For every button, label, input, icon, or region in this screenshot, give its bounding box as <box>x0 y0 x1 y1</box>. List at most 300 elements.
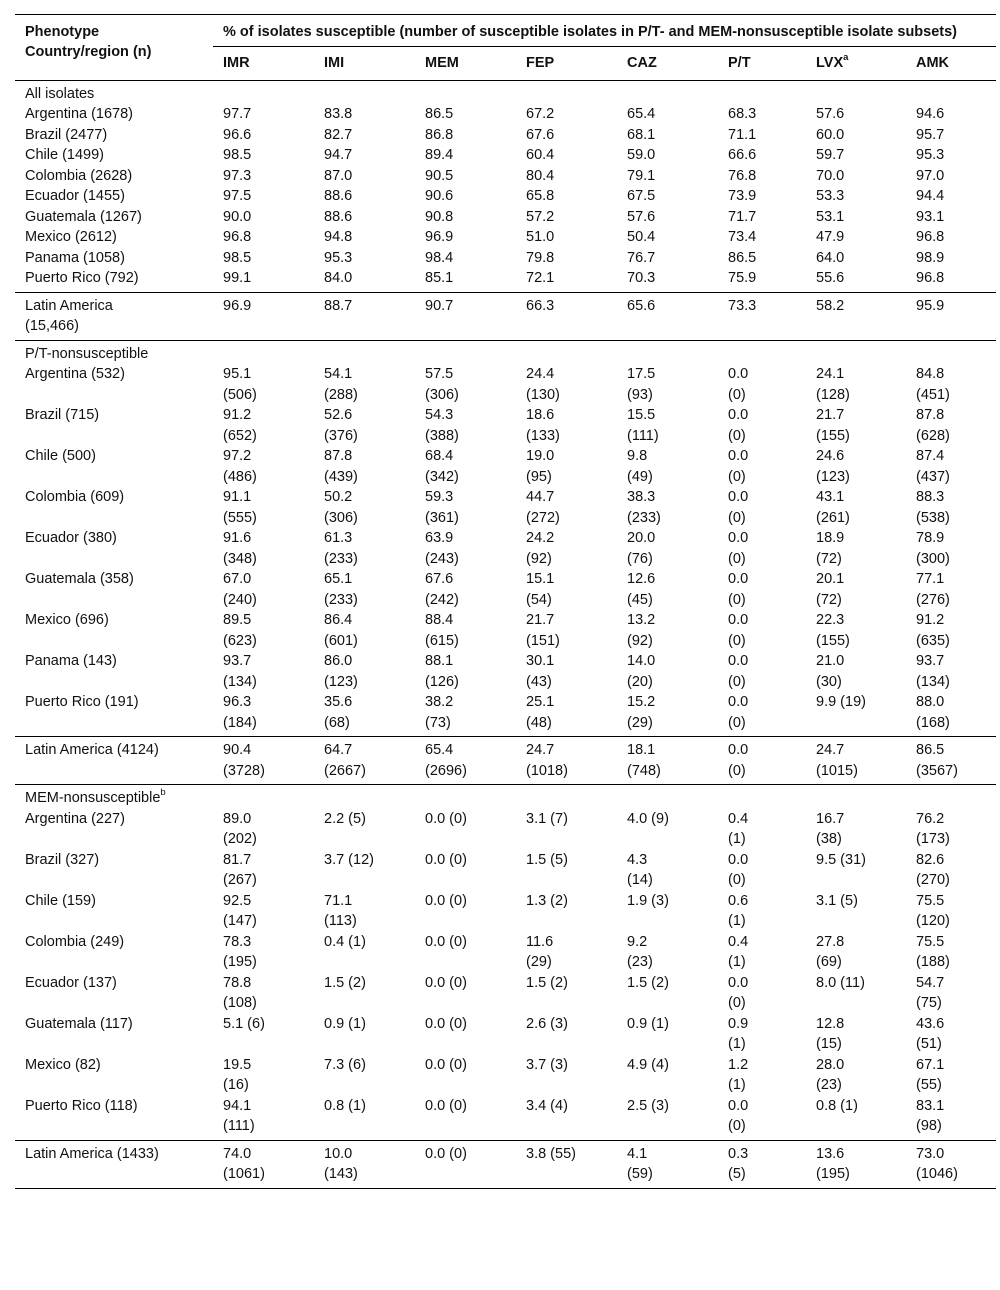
value-cell: 72.1 <box>526 270 555 286</box>
value-cell: 0.0 (0) <box>425 1056 467 1073</box>
table-row <box>15 692 996 737</box>
value-cell: 98.5 <box>223 147 252 163</box>
table-row <box>15 973 996 1014</box>
country-label: Chile (500) <box>25 448 96 464</box>
value-cell: 15.2 (29) <box>627 694 656 731</box>
value-cell: 91.6 (348) <box>223 530 257 567</box>
table-row <box>15 891 996 932</box>
value-cell: 78.9 (300) <box>916 530 950 567</box>
table-row <box>15 227 996 248</box>
value-cell: 93.7 (134) <box>223 653 257 690</box>
value-cell: 75.5 (188) <box>916 933 950 970</box>
value-cell: 96.6 <box>223 126 252 143</box>
country-label: Chile (1499) <box>25 147 104 163</box>
value-cell: 38.3 (233) <box>627 489 661 526</box>
value-cell: 28.0 (23) <box>816 1056 845 1093</box>
table-row <box>15 207 996 228</box>
value-cell: 18.1 (748) <box>627 742 661 779</box>
value-cell: 76.8 <box>728 167 757 184</box>
value-cell: 15.1 (54) <box>526 571 555 608</box>
value-cell: 0.0 (0) <box>728 489 749 526</box>
value-cell: 73.4 <box>728 229 757 245</box>
value-cell: 50.4 <box>627 229 656 245</box>
value-cell: 76.7 <box>627 249 656 266</box>
table-row <box>15 364 996 405</box>
value-cell: 90.7 <box>425 297 454 314</box>
value-cell: 67.6 <box>526 126 555 143</box>
value-cell: 68.1 <box>627 126 656 143</box>
value-cell: 70.0 <box>816 167 845 184</box>
value-cell: 87.8 (628) <box>916 407 950 444</box>
value-cell: 88.4 (615) <box>425 612 459 649</box>
value-cell: 84.0 <box>324 270 353 286</box>
value-cell: 67.0 (240) <box>223 571 257 608</box>
table-row <box>15 186 996 207</box>
value-cell: 85.1 <box>425 270 454 286</box>
value-cell: 86.5 <box>425 106 454 122</box>
value-cell: 76.2 (173) <box>916 810 950 847</box>
value-cell: 86.0 (123) <box>324 653 358 690</box>
value-cell: 52.6 (376) <box>324 407 358 444</box>
value-cell: 0.6 (1) <box>728 892 749 929</box>
table-row <box>15 405 996 446</box>
value-cell: 0.0 (0) <box>728 1097 749 1134</box>
value-cell: 3.7 (3) <box>526 1056 568 1073</box>
value-cell: 0.0 (0) <box>728 448 749 485</box>
value-cell: 94.4 <box>916 188 945 204</box>
table-row <box>15 809 996 850</box>
value-cell: 53.1 <box>816 208 845 225</box>
country-label: Puerto Rico (191) <box>25 694 139 710</box>
value-cell: 51.0 <box>526 229 555 245</box>
value-cell: 50.2 (306) <box>324 489 358 526</box>
value-cell: 54.1 (288) <box>324 366 358 403</box>
value-cell: 0.3 (5) <box>728 1145 749 1182</box>
value-cell: 0.0 (0) <box>425 933 467 950</box>
value-cell: 83.1 (98) <box>916 1097 945 1134</box>
value-cell: 55.6 <box>816 270 845 286</box>
country-label: Brazil (715) <box>25 407 100 423</box>
value-cell: 96.8 <box>916 229 945 245</box>
country-label: Guatemala (1267) <box>25 208 142 225</box>
table-row <box>15 145 996 166</box>
column-header-imr: IMR <box>223 55 250 71</box>
table-row <box>15 569 996 610</box>
row-label-line2: Country/region (n) <box>25 44 152 60</box>
value-cell: 73.3 <box>728 297 757 314</box>
value-cell: 0.0 (0) <box>728 742 749 779</box>
table-row <box>15 248 996 269</box>
value-cell: 98.4 <box>425 249 454 266</box>
value-cell: 13.6 (195) <box>816 1145 850 1182</box>
span-header: % of isolates susceptible (number of susceptible isolates in P/T- and MEM-nonsusceptible isolate subsets) <box>213 15 996 47</box>
section-title: P/T-nonsusceptible <box>25 345 149 362</box>
value-cell: 99.1 <box>223 270 252 286</box>
table-row <box>15 1014 996 1055</box>
value-cell: 0.0 (0) <box>728 407 749 444</box>
country-label: Argentina (1678) <box>25 106 134 122</box>
value-cell: 59.0 <box>627 147 656 163</box>
value-cell: 10.0 (143) <box>324 1145 358 1182</box>
value-cell: 3.4 (4) <box>526 1097 568 1114</box>
value-cell: 97.5 <box>223 188 252 204</box>
value-cell: 86.4 (601) <box>324 612 358 649</box>
value-cell: 44.7 (272) <box>526 489 560 526</box>
value-cell: 63.9 (243) <box>425 530 459 567</box>
value-cell: 86.5 <box>728 249 757 266</box>
row-label-header <box>15 15 213 81</box>
value-cell: 67.5 <box>627 188 656 204</box>
value-cell: 90.8 <box>425 208 454 225</box>
row-label-line1: Phenotype <box>25 24 100 40</box>
value-cell: 0.0 (0) <box>728 571 749 608</box>
value-cell: 17.5 (93) <box>627 366 656 403</box>
value-cell: 3.1 (5) <box>816 892 858 909</box>
value-cell: 91.1 (555) <box>223 489 257 526</box>
value-cell: 4.0 (9) <box>627 810 669 827</box>
value-cell: 30.1 (43) <box>526 653 555 690</box>
value-cell: 93.7 (134) <box>916 653 950 690</box>
value-cell: 97.2 (486) <box>223 448 257 485</box>
country-label: Guatemala (117) <box>25 1015 133 1032</box>
value-cell: 9.5 (31) <box>816 851 866 868</box>
country-label: Panama (1058) <box>25 249 125 266</box>
value-cell: 24.7 (1018) <box>526 742 568 779</box>
country-label: Chile (159) <box>25 892 96 909</box>
value-cell: 73.0 (1046) <box>916 1145 958 1182</box>
value-cell: 65.1 (233) <box>324 571 358 608</box>
value-cell: 61.3 (233) <box>324 530 358 567</box>
value-cell: 13.2 (92) <box>627 612 656 649</box>
table-row <box>15 446 996 487</box>
value-cell: 24.6 (123) <box>816 448 850 485</box>
value-cell: 66.3 <box>526 297 555 314</box>
value-cell: 95.3 <box>324 249 353 266</box>
value-cell: 87.4 (437) <box>916 448 950 485</box>
value-cell: 0.0 (0) <box>728 974 749 1011</box>
value-cell: 0.0 (0) <box>728 653 749 690</box>
country-label: Ecuador (380) <box>25 530 117 546</box>
value-cell: 89.4 <box>425 147 454 163</box>
value-cell: 1.5 (2) <box>324 974 366 991</box>
value-cell: 71.1 <box>728 126 757 143</box>
value-cell: 88.6 <box>324 188 353 204</box>
value-cell: 2.6 (3) <box>526 1015 568 1032</box>
value-cell: 93.1 <box>916 208 945 225</box>
value-cell: 71.1 (113) <box>324 892 357 929</box>
table-row <box>15 487 996 528</box>
value-cell: 0.0 (0) <box>728 694 749 731</box>
value-cell: 4.1 (59) <box>627 1145 653 1182</box>
country-label: Brazil (2477) <box>25 126 108 143</box>
value-cell: 65.6 <box>627 297 656 314</box>
value-cell: 0.4 (1) <box>728 933 749 970</box>
value-cell: 71.7 <box>728 208 757 225</box>
value-cell: 90.4 (3728) <box>223 742 265 779</box>
country-label: Argentina (532) <box>25 366 125 382</box>
value-cell: 68.4 (342) <box>425 448 459 485</box>
column-header-caz: CAZ <box>627 55 657 71</box>
value-cell: 78.8 (108) <box>223 974 257 1011</box>
value-cell: 24.1 (128) <box>816 366 850 403</box>
value-cell: 0.0 (0) <box>425 851 467 868</box>
value-cell: 7.3 (6) <box>324 1056 366 1073</box>
value-cell: 9.9 (19) <box>816 694 866 710</box>
value-cell: 74.0 (1061) <box>223 1145 265 1182</box>
value-cell: 19.0 (95) <box>526 448 555 485</box>
value-cell: 25.1 (48) <box>526 694 555 731</box>
country-label: Mexico (82) <box>25 1056 101 1073</box>
value-cell: 91.2 (635) <box>916 612 950 649</box>
country-label: Brazil (327) <box>25 851 100 868</box>
value-cell: 1.3 (2) <box>526 892 568 909</box>
value-cell: 79.1 <box>627 167 656 184</box>
value-cell: 84.8 (451) <box>916 366 950 403</box>
value-cell: 97.3 <box>223 167 252 184</box>
value-cell: 94.8 <box>324 229 353 245</box>
value-cell: 95.3 <box>916 147 945 163</box>
total-label: Latin America (4124) <box>25 742 159 758</box>
value-cell: 14.0 (20) <box>627 653 656 690</box>
value-cell: 89.5 (623) <box>223 612 257 649</box>
value-cell: 4.3 (14) <box>627 851 653 888</box>
value-cell: 88.7 <box>324 297 353 314</box>
table-row <box>15 1055 996 1096</box>
column-header-amk: AMK <box>916 55 950 71</box>
value-cell: 75.5 (120) <box>916 892 950 929</box>
value-cell: 0.0 (0) <box>425 1015 467 1032</box>
value-cell: 57.6 <box>627 208 656 225</box>
value-cell: 18.9 (72) <box>816 530 845 567</box>
value-cell: 20.0 (76) <box>627 530 656 567</box>
value-cell: 95.1 (506) <box>223 366 257 403</box>
value-cell: 11.6 (29) <box>526 933 554 970</box>
value-cell: 68.3 <box>728 106 757 122</box>
value-cell: 57.5 (306) <box>425 366 459 403</box>
value-cell: 96.8 <box>916 270 945 286</box>
value-cell: 43.1 (261) <box>816 489 850 526</box>
table-row <box>15 850 996 891</box>
value-cell: 95.7 <box>916 126 945 143</box>
value-cell: 2.2 (5) <box>324 810 366 827</box>
value-cell: 0.9 (1) <box>627 1015 669 1032</box>
value-cell: 0.0 (0) <box>728 366 749 403</box>
value-cell: 1.9 (3) <box>627 892 669 909</box>
value-cell: 92.5 (147) <box>223 892 257 929</box>
country-label: Puerto Rico (792) <box>25 270 139 286</box>
table-row <box>15 166 996 187</box>
value-cell: 0.0 (0) <box>728 851 749 888</box>
value-cell: 0.0 (0) <box>425 810 467 827</box>
table-row <box>15 932 996 973</box>
value-cell: 0.8 (1) <box>324 1097 366 1114</box>
section-title: MEM-nonsusceptible$^b$ <box>25 787 166 806</box>
value-cell: 54.7 (75) <box>916 974 945 1011</box>
column-header-mem: MEM <box>425 55 459 71</box>
column-header-fep: FEP <box>526 55 555 71</box>
value-cell: 0.0 (0) <box>728 612 749 649</box>
value-cell: 90.5 <box>425 167 454 184</box>
value-cell: 12.8 (15) <box>816 1015 845 1052</box>
country-label: Mexico (696) <box>25 612 109 628</box>
value-cell: 90.0 <box>223 208 252 225</box>
value-cell: 94.6 <box>916 106 945 122</box>
value-cell: 24.4 (130) <box>526 366 560 403</box>
value-cell: 65.4 <box>627 106 656 122</box>
value-cell: 82.6 (270) <box>916 851 950 888</box>
value-cell: 0.0 (0) <box>728 530 749 567</box>
value-cell: 89.0 (202) <box>223 810 257 847</box>
value-cell: 86.8 <box>425 126 454 143</box>
table-body <box>15 80 996 1188</box>
section-title: All isolates <box>25 85 95 102</box>
value-cell: 96.8 <box>223 229 252 245</box>
country-label: Argentina (227) <box>25 810 125 827</box>
section-header-row <box>15 340 996 364</box>
value-cell: 86.5 (3567) <box>916 742 958 779</box>
value-cell: 59.3 (361) <box>425 489 459 526</box>
value-cell: 96.3 (184) <box>223 694 257 731</box>
value-cell: 21.0 (30) <box>816 653 845 690</box>
country-label: Ecuador (137) <box>25 974 117 991</box>
value-cell: 18.6 (133) <box>526 407 560 444</box>
value-cell: 95.9 <box>916 297 945 314</box>
value-cell: 1.5 (5) <box>526 851 568 868</box>
country-label: Panama (143) <box>25 653 117 669</box>
value-cell: 9.8 (49) <box>627 448 653 485</box>
value-cell: 81.7 (267) <box>223 851 257 888</box>
value-cell: 27.8 (69) <box>816 933 845 970</box>
value-cell: 57.2 <box>526 208 555 225</box>
value-cell: 78.3 (195) <box>223 933 257 970</box>
value-cell: 4.9 (4) <box>627 1056 669 1073</box>
value-cell: 64.7 (2667) <box>324 742 366 779</box>
value-cell: 66.6 <box>728 147 757 163</box>
total-label: Latin America (1433) <box>25 1145 159 1162</box>
value-cell: 15.5 (111) <box>627 407 659 444</box>
value-cell: 96.9 <box>425 229 454 245</box>
value-cell: 91.2 (652) <box>223 407 257 444</box>
table-row <box>15 268 996 292</box>
country-label: Puerto Rico (118) <box>25 1097 138 1114</box>
value-cell: 70.3 <box>627 270 656 286</box>
country-label: Colombia (2628) <box>25 167 133 184</box>
value-cell: 0.0 (0) <box>425 1097 467 1114</box>
value-cell: 8.0 (11) <box>816 974 865 991</box>
value-cell: 87.8 (439) <box>324 448 358 485</box>
column-header-imi: IMI <box>324 55 345 71</box>
value-cell: 0.0 (0) <box>425 892 467 909</box>
value-cell: 67.6 (242) <box>425 571 459 608</box>
value-cell: 38.2 (73) <box>425 694 454 731</box>
value-cell: 0.9 (1) <box>728 1015 749 1052</box>
value-cell: 2.5 (3) <box>627 1097 669 1114</box>
column-header-p-t: P/T <box>728 55 751 71</box>
column-header-lvx: LVX$^a$ <box>816 52 849 71</box>
country-label: Mexico (2612) <box>25 229 117 245</box>
value-cell: 94.7 <box>324 147 353 163</box>
value-cell: 21.7 (155) <box>816 407 850 444</box>
value-cell: 87.0 <box>324 167 353 184</box>
value-cell: 82.7 <box>324 126 353 143</box>
country-label: Colombia (249) <box>25 933 125 950</box>
value-cell: 77.1 (276) <box>916 571 950 608</box>
value-cell: 58.2 <box>816 297 845 314</box>
value-cell: 60.0 <box>816 126 845 143</box>
value-cell: 19.5 (16) <box>223 1056 252 1093</box>
value-cell: 88.3 (538) <box>916 489 950 526</box>
table-row <box>15 104 996 125</box>
value-cell: 3.7 (12) <box>324 851 374 868</box>
value-cell: 88.6 <box>324 208 353 225</box>
country-label: Guatemala (358) <box>25 571 134 587</box>
value-cell: 1.2 (1) <box>728 1056 749 1093</box>
value-cell: 1.5 (2) <box>526 974 568 991</box>
value-cell: 24.7 (1015) <box>816 742 858 779</box>
value-cell: 24.2 (92) <box>526 530 555 567</box>
value-cell: 16.7 (38) <box>816 810 845 847</box>
table-row <box>15 528 996 569</box>
value-cell: 0.4 (1) <box>728 810 749 847</box>
value-cell: 65.4 (2696) <box>425 742 467 779</box>
value-cell: 22.3 (155) <box>816 612 850 649</box>
value-cell: 9.2 (23) <box>627 933 653 970</box>
value-cell: 88.1 (126) <box>425 653 459 690</box>
value-cell: 0.8 (1) <box>816 1097 858 1114</box>
section-header-row <box>15 785 996 809</box>
value-cell: 88.0 (168) <box>916 694 950 731</box>
value-cell: 65.8 <box>526 188 555 204</box>
value-cell: 54.3 (388) <box>425 407 459 444</box>
value-cell: 97.7 <box>223 106 252 122</box>
value-cell: 3.1 (7) <box>526 810 568 827</box>
value-cell: 80.4 <box>526 167 555 184</box>
value-cell: 53.3 <box>816 188 845 204</box>
value-cell: 97.0 <box>916 167 945 184</box>
value-cell: 43.6 (51) <box>916 1015 945 1052</box>
value-cell: 73.9 <box>728 188 757 204</box>
country-label: Ecuador (1455) <box>25 188 125 204</box>
value-cell: 0.9 (1) <box>324 1015 366 1032</box>
value-cell: 67.1 (55) <box>916 1056 945 1093</box>
value-cell: 12.6 (45) <box>627 571 656 608</box>
value-cell: 83.8 <box>324 106 353 122</box>
value-cell: 59.7 <box>816 147 845 163</box>
value-cell: 21.7 (151) <box>526 612 560 649</box>
value-cell: 64.0 <box>816 249 845 266</box>
total-label: Latin America (15,466) <box>25 297 113 334</box>
value-cell: 20.1 (72) <box>816 571 845 608</box>
value-cell: 0.0 (0) <box>425 974 467 991</box>
value-cell: 47.9 <box>816 229 845 245</box>
table-row <box>15 1096 996 1141</box>
value-cell: 98.5 <box>223 249 252 266</box>
value-cell: 98.9 <box>916 249 945 266</box>
value-cell: 60.4 <box>526 147 555 163</box>
section-header-row <box>15 80 996 104</box>
value-cell: 79.8 <box>526 249 555 266</box>
table-row <box>15 651 996 692</box>
table-row <box>15 125 996 146</box>
value-cell: 90.6 <box>425 188 454 204</box>
value-cell: 0.4 (1) <box>324 933 366 950</box>
header-row-top <box>15 15 996 47</box>
value-cell: 96.9 <box>223 297 252 314</box>
total-row <box>15 737 996 785</box>
total-row <box>15 1140 996 1188</box>
country-label: Colombia (609) <box>25 489 125 505</box>
value-cell: 5.1 (6) <box>223 1015 265 1032</box>
